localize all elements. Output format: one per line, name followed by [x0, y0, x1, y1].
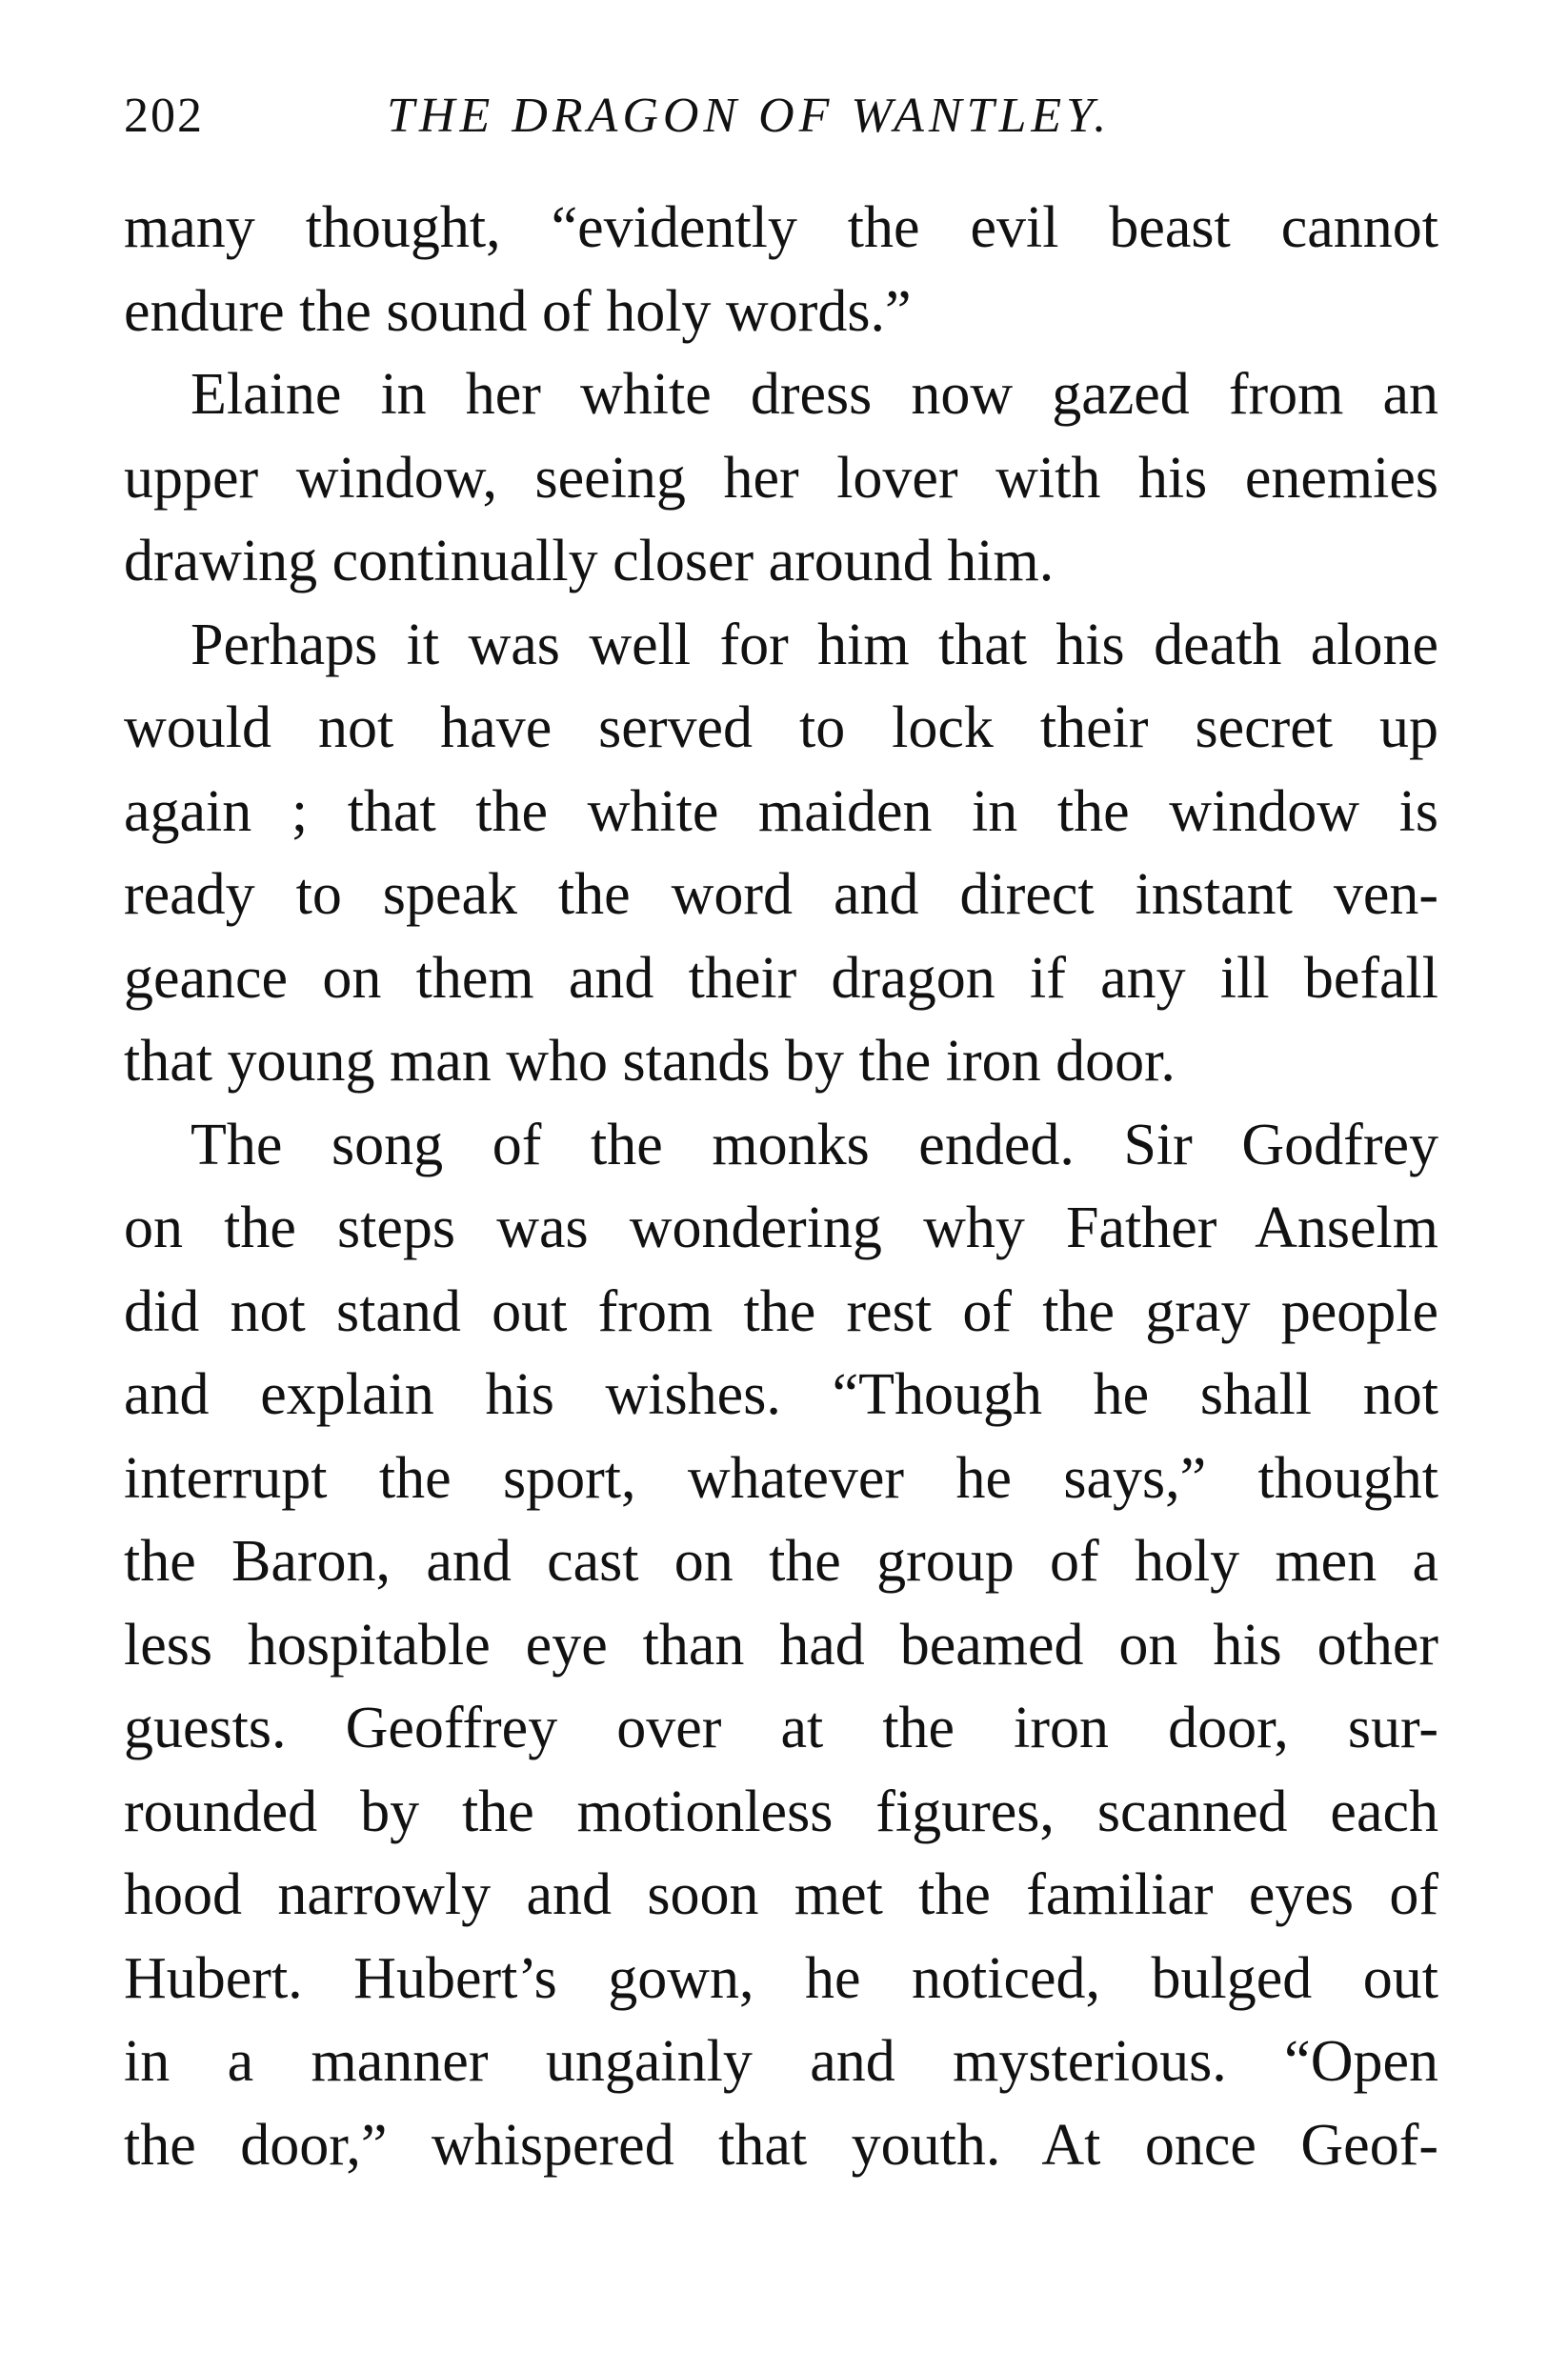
- text-line: The song of the monks ended. Sir Godfrey: [191, 1112, 1438, 1177]
- text-line: endure the sound of holy words.”: [124, 278, 912, 344]
- running-head: [124, 88, 1438, 154]
- text-line: would not have served to lock their secret up: [124, 695, 1438, 760]
- text-line: and explain his wishes. “Though he shall not: [124, 1362, 1438, 1427]
- text-line: geance on them and their dragon if any ill befall: [124, 945, 1438, 1011]
- text-line: interrupt the sport, whatever he says,” thought: [124, 1445, 1438, 1511]
- text-line: that young man who stands by the iron door.: [124, 1029, 1176, 1094]
- text-line: the Baron, and cast on the group of holy men a: [124, 1529, 1438, 1594]
- text-line: many thought, “evidently the evil beast cannot: [124, 195, 1438, 260]
- text-line: the door,” whispered that youth. At once Geof-: [124, 2112, 1438, 2178]
- text-line: guests. Geoffrey over at the iron door, sur-: [124, 1696, 1438, 1760]
- page-number: 202: [124, 89, 204, 143]
- text-line: in a manner ungainly and mysterious. “Open: [124, 2029, 1438, 2094]
- text-line: hood narrowly and soon met the familiar eyes of: [124, 1862, 1438, 1927]
- text-line: Hubert. Hubert’s gown, he noticed, bulged out: [124, 1945, 1438, 2011]
- text-line: Perhaps it was well for him that his death alone: [191, 612, 1438, 677]
- text-line: ready to speak the word and direct instant ven-: [124, 862, 1438, 927]
- text-line: Elaine in her white dress now gazed from an: [191, 362, 1438, 427]
- text-line: did not stand out from the rest of the gray people: [124, 1278, 1438, 1344]
- text-line: again ; that the white maiden in the window is: [124, 778, 1438, 844]
- text-line: drawing continually closer around him.: [124, 529, 1055, 593]
- text-line: on the steps was wondering why Father Anselm: [124, 1196, 1438, 1260]
- text-line: upper window, seeing her lover with his enemies: [124, 445, 1438, 511]
- text-line: less hospitable eye than had beamed on his other: [124, 1612, 1438, 1678]
- text-line: rounded by the motionless figures, scanned each: [124, 1779, 1438, 1844]
- body-text: [124, 187, 1438, 2187]
- running-title: THE DRAGON OF WANTLEY.: [387, 89, 1112, 143]
